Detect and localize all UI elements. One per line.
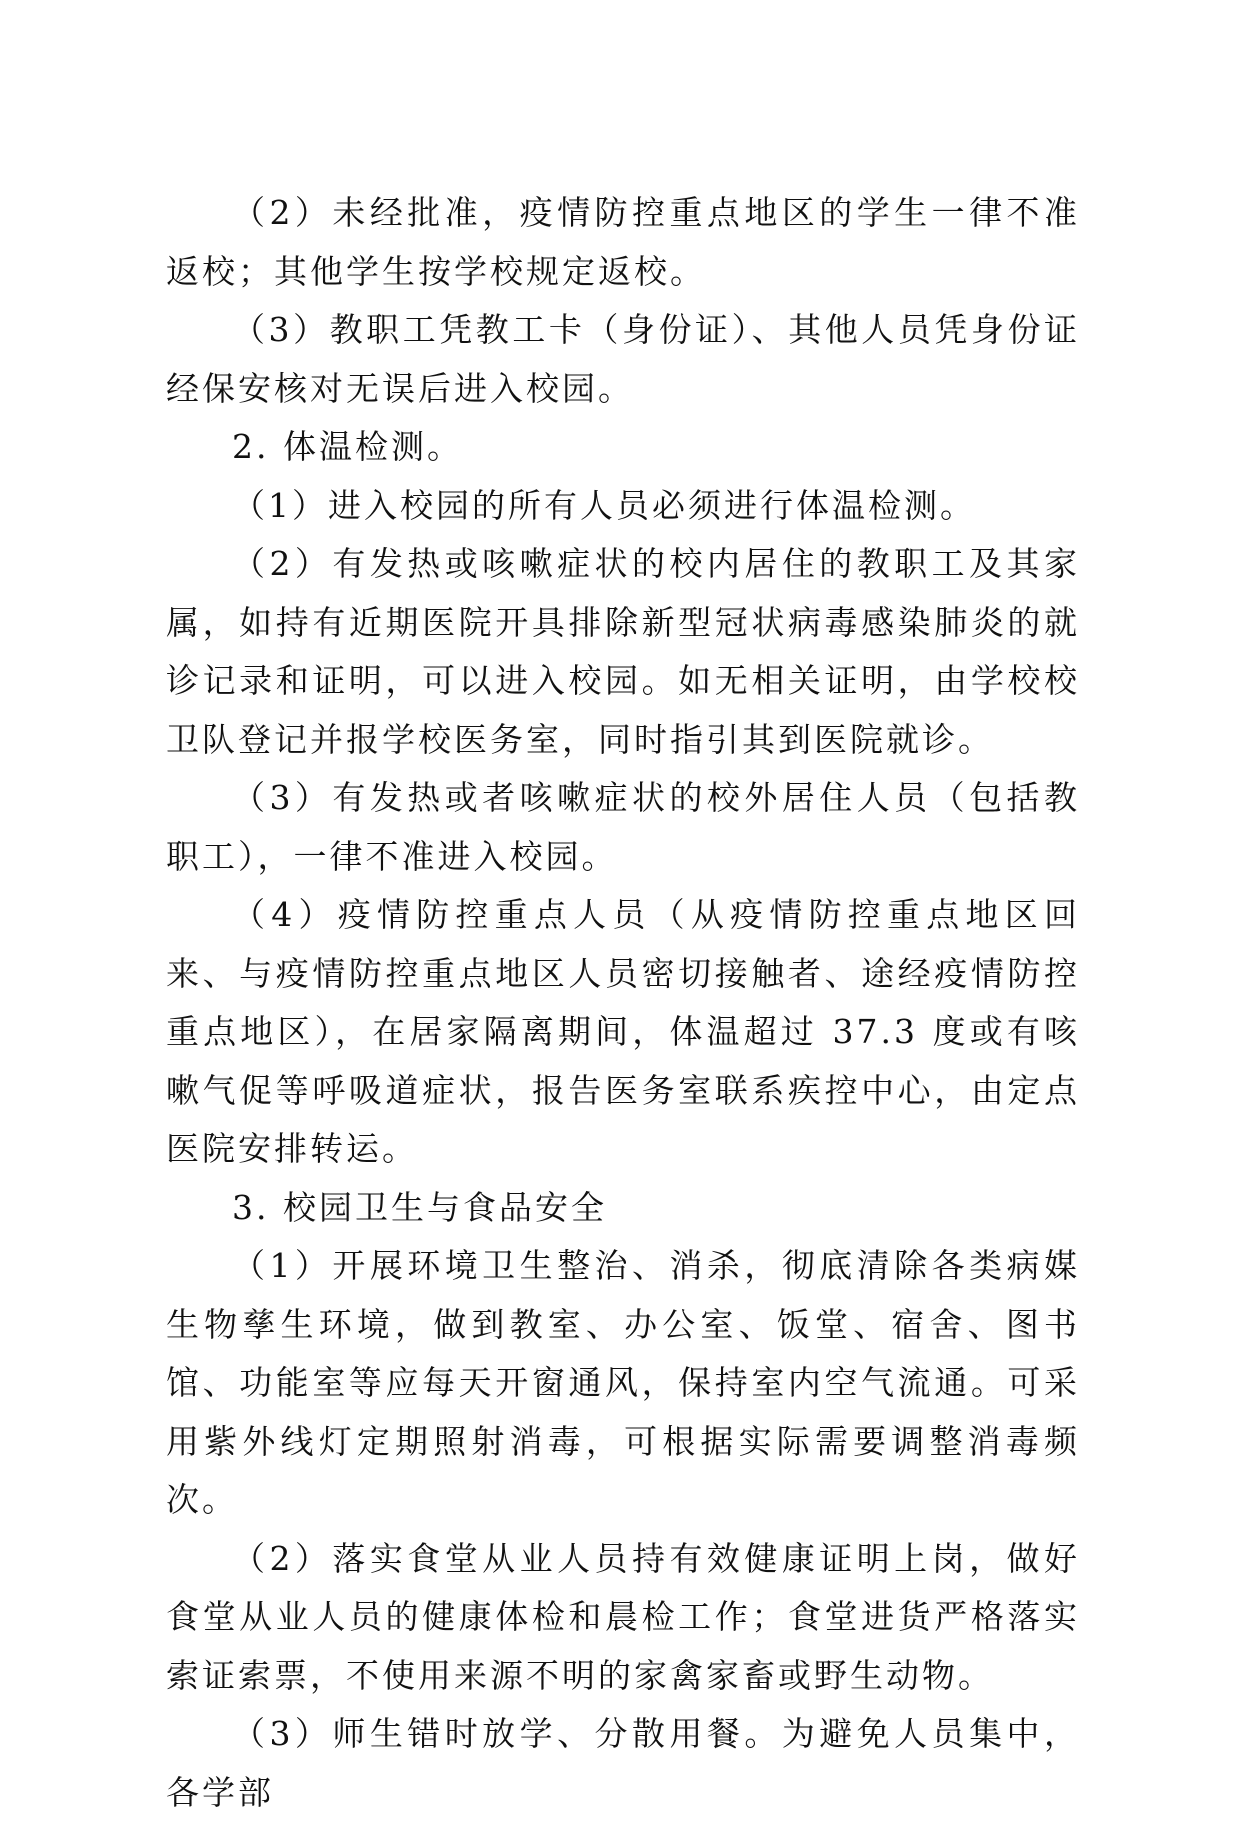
- paragraph-key-personnel: （4）疫情防控重点人员（从疫情防控重点地区回来、与疫情防控重点地区人员密切接触者、途经疫情防控重点地区），在居家隔离期间，体温超过 37.3 度或有咳嗽气促等呼吸道症状，报告医务室联系疾控中心，由定点医院安排转运。: [166, 895, 1080, 1168]
- paragraph-temperature-residents: （2）有发热或咳嗽症状的校内居住的教职工及其家属，如持有近期医院开具排除新型冠状病毒感染肺炎的就诊记录和证明，可以进入校园。如无相关证明，由学校校卫队登记并报学校医务室，同时指引其到医院就诊。: [166, 544, 1080, 759]
- paragraph-temperature-all: （1）进入校园的所有人员必须进行体温检测。: [232, 485, 976, 525]
- section-heading-hygiene: 3. 校园卫生与食品安全: [232, 1187, 607, 1227]
- paragraph-canteen-staff: （2）落实食堂从业人员持有效健康证明上岗，做好食堂从业人员的健康体检和晨检工作；食堂进货严格落实索证索票，不使用来源不明的家禽家畜或野生动物。: [166, 1538, 1080, 1695]
- paragraph-return-to-school: （2）未经批准，疫情防控重点地区的学生一律不准返校；其他学生按学校规定返校。: [166, 193, 1080, 291]
- section-heading-temperature: 2. 体温检测。: [232, 427, 463, 466]
- paragraph-staggered-meals: （3）师生错时放学、分散用餐。为避免人员集中，各学部: [166, 1714, 1080, 1812]
- document-body: [166, 184, 1080, 1822]
- paragraph-environment: （1）开展环境卫生整治、消杀，彻底清除各类病媒生物孳生环境，做到教室、办公室、饭堂、宿舍、图书馆、功能室等应每天开窗通风，保持室内空气流通。可采用紫外线灯定期照射消毒，可根据实际需要调整消毒频次。: [166, 1246, 1080, 1519]
- paragraph-temperature-outside: （3）有发热或者咳嗽症状的校外居住人员（包括教职工），一律不准进入校园。: [166, 778, 1080, 876]
- paragraph-id-check: （3）教职工凭教工卡（身份证）、其他人员凭身份证经保安核对无误后进入校园。: [166, 310, 1080, 408]
